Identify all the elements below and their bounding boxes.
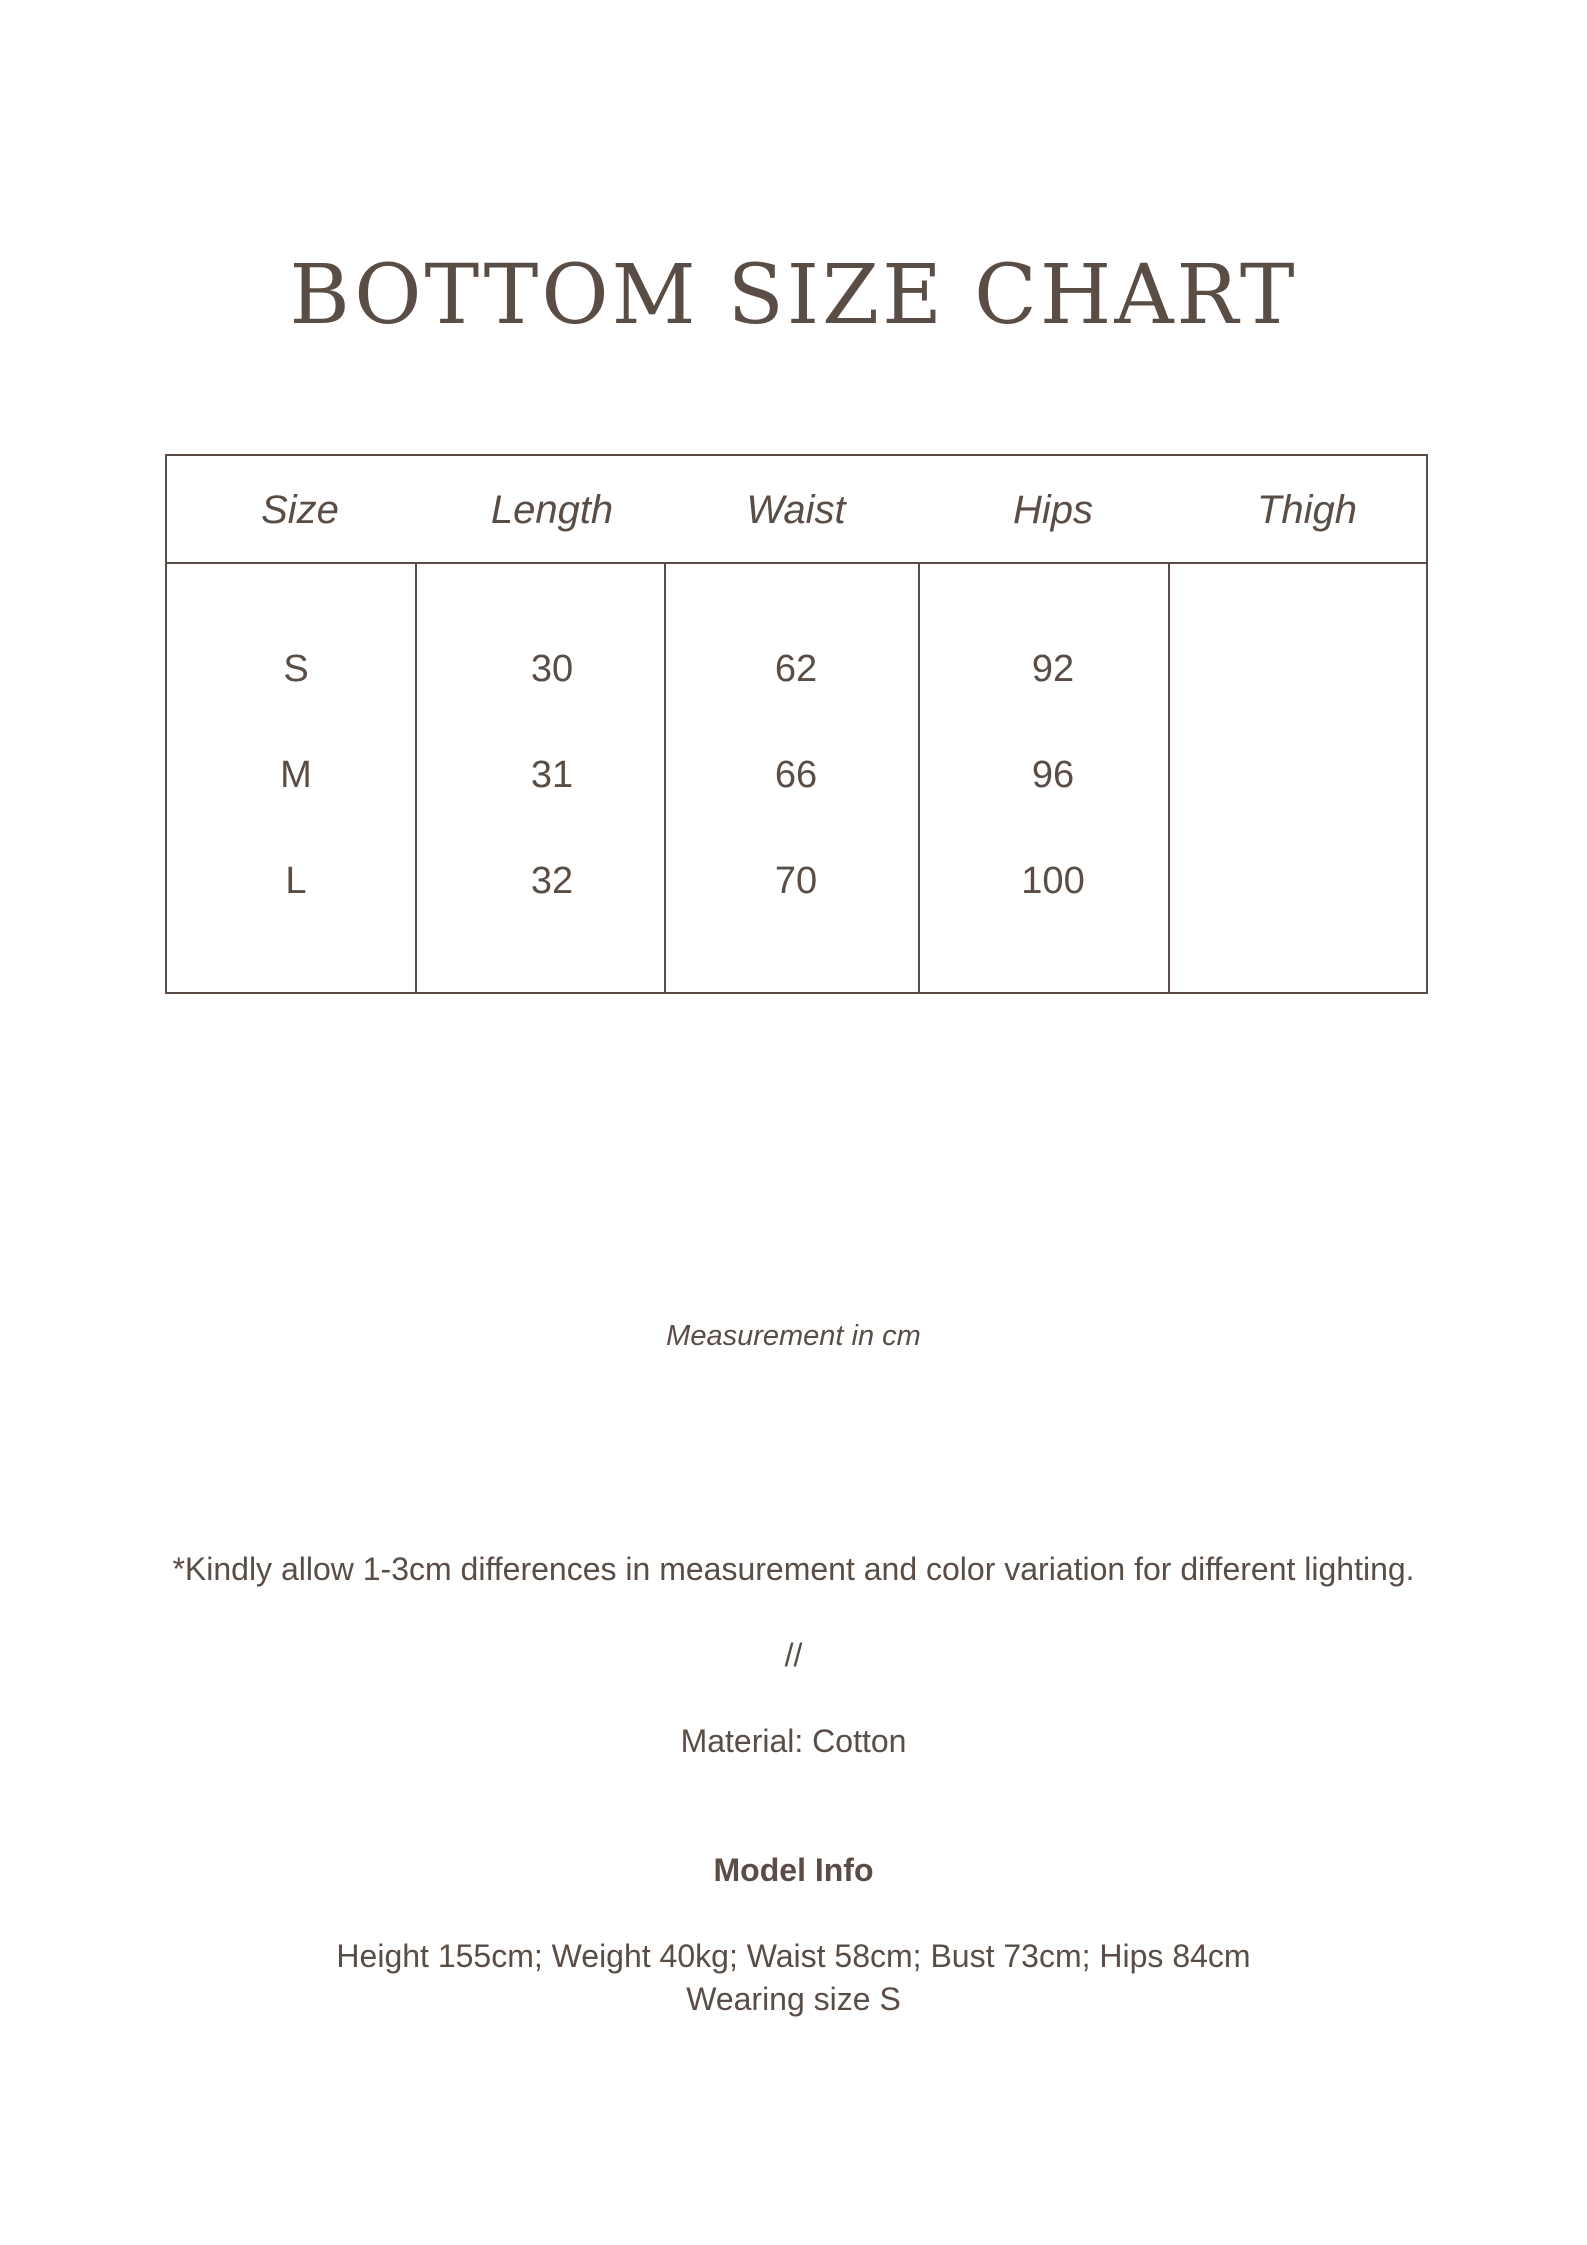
size-chart-table (165, 454, 1428, 994)
header-divider (167, 562, 1426, 564)
header-hips: Hips (1012, 488, 1094, 532)
table-cell-hips: 100 (1021, 860, 1085, 902)
header-thigh: Thigh (1256, 488, 1358, 532)
table-cell-waist: 62 (774, 648, 818, 690)
table-cell-waist: 66 (774, 754, 818, 796)
table-cell-size: M (280, 754, 312, 796)
disclaimer-text: *Kindly allow 1-3cm differences in measurement and color variation for different lighting. (172, 1551, 1415, 1587)
model-wearing-size: Wearing size S (686, 1981, 901, 2017)
column-divider (918, 562, 920, 992)
table-cell-length: 32 (530, 860, 574, 902)
column-divider (664, 562, 666, 992)
header-waist: Waist (746, 488, 846, 532)
table-cell-size: S (283, 648, 309, 690)
model-info-heading: Model Info (713, 1852, 874, 1888)
table-cell-size: L (285, 860, 307, 902)
header-size: Size (261, 488, 339, 532)
separator: // (784, 1637, 803, 1673)
material-text: Material: Cotton (680, 1723, 907, 1759)
unit-note: Measurement in cm (666, 1320, 921, 1352)
header-length: Length (490, 488, 614, 532)
table-cell-hips: 96 (1031, 754, 1075, 796)
model-measurements: Height 155cm; Weight 40kg; Waist 58cm; Bust 73cm; Hips 84cm (336, 1938, 1251, 1974)
table-cell-length: 31 (530, 754, 574, 796)
table-cell-waist: 70 (774, 860, 818, 902)
column-divider (1168, 562, 1170, 992)
table-cell-hips: 92 (1031, 648, 1075, 690)
table-cell-length: 30 (530, 648, 574, 690)
column-divider (415, 562, 417, 992)
page-title: BOTTOM SIZE CHART (289, 248, 1298, 343)
